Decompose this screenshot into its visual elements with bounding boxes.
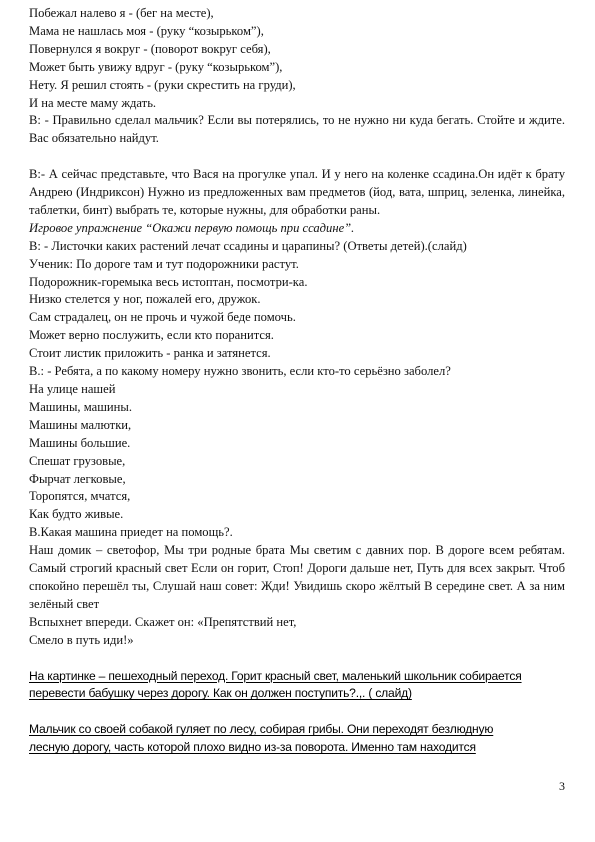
paragraph-pedestrian-crossing <box>29 668 565 704</box>
paragraph-teacher-question: В: - Правильно сделал мальчик? Если вы потерялись, то не нужно ни куда бегать. Стойте и ждите. Вас обязательно найдут. <box>29 113 565 146</box>
blank-line <box>29 703 565 721</box>
text-line: Мальчик со своей собакой гуляет по лесу, собирая грибы. Они переходят безлюдную <box>29 722 494 737</box>
text-line: Мама не нашлась моя - (руку “козырьком”), <box>29 23 264 38</box>
text-line: Машины большие. <box>29 435 131 450</box>
text-line: Смело в путь иди!» <box>29 632 134 647</box>
text-line: На картинке – пешеходный переход. Горит красный свет, маленький школьник собирается <box>29 668 522 683</box>
blank-line <box>29 650 565 668</box>
text-line: Машины, машины. <box>29 399 132 414</box>
text-line: Низко стелется у ног, пожалей его, дружок. <box>29 292 261 307</box>
text-line: На улице нашей <box>29 382 116 397</box>
text-line: Стоит листик приложить - ранка и затянется. <box>29 346 271 361</box>
text-line: Фырчат легковые, <box>29 471 126 486</box>
text-line: Ученик: По дороге там и тут подорожники растут. <box>29 256 299 271</box>
text-line: Торопятся, мчатся, <box>29 489 131 504</box>
blank-line <box>29 148 565 166</box>
text-line: И на месте маму ждать. <box>29 95 157 110</box>
page-number: 3 <box>559 779 565 793</box>
paragraph-traffic-light: Наш домик – светофор, Мы три родные брата Мы светим с давних пор. В дороге всем ребятам. Самый строгий красный свет Если он горит, Стоп! Дороги дальше нет, Путь для всех закрыт. Чтоб спокойно перешёл ты, Слушай наш совет: Жди! Увидишь скоро жёлтый В середине свет. А за ним зелёный свет <box>29 543 565 611</box>
text-line: Может верно послужить, если кто поранится. <box>29 328 274 343</box>
plantain-and-cars-section <box>29 238 565 542</box>
text-line: Подорожник-горемыка весь истоптан, посмотри-ка. <box>29 274 308 289</box>
text-line: В.: - Ребята, а по какому номеру нужно звонить, если кто-то серьёзно заболел? <box>29 364 451 379</box>
text-line: В: - Листочки каких растений лечат ссадины и царапины? (Ответы детей).(слайд) <box>29 238 467 253</box>
text-line: Побежал налево я - (бег на месте), <box>29 6 214 20</box>
text-line: Вспыхнет впереди. Скажет он: «Препятствий нет, <box>29 614 297 629</box>
text-line: лесную дорогу, часть которой плохо видно из-за поворота. Именно там находится <box>29 740 476 755</box>
game-exercise-title: Игровое упражнение “Окажи первую помощь при ссадине”. <box>29 220 355 235</box>
text-line: Нету. Я решил стоять - (руки скрестить на груди), <box>29 77 296 92</box>
text-line: В.Какая машина приедет на помощь?. <box>29 525 233 540</box>
text-line: Как будто живые. <box>29 507 124 522</box>
document-body <box>29 5 565 757</box>
traffic-light-ending <box>29 614 565 650</box>
text-line: перевести бабушку через дорогу. Как он должен поступить?.,. ( слайд) <box>29 686 412 701</box>
text-line: Повернулся я вокруг - (поворот вокруг себя), <box>29 41 271 56</box>
poem-lost-boy <box>29 5 565 112</box>
text-line: Машины малютки, <box>29 417 132 432</box>
text-line: Спешат грузовые, <box>29 453 126 468</box>
text-line: Сам страдалец, он не прочь и чужой беде помочь. <box>29 310 296 325</box>
paragraph-boy-with-dog <box>29 721 565 757</box>
paragraph-vasya: В:- А сейчас представьте, что Вася на прогулке упал. И у него на коленке ссадина.Он идёт к брату Андрею (Индриксон) Нужно из предложенных вам предметов (йод, вата, шприц, зеленка, линейка, таблетки, бинт) выбрать те, которые нужны, для обработки раны. <box>29 167 565 217</box>
text-line: Может быть увижу вдруг - (руку “козырьком”), <box>29 59 283 74</box>
